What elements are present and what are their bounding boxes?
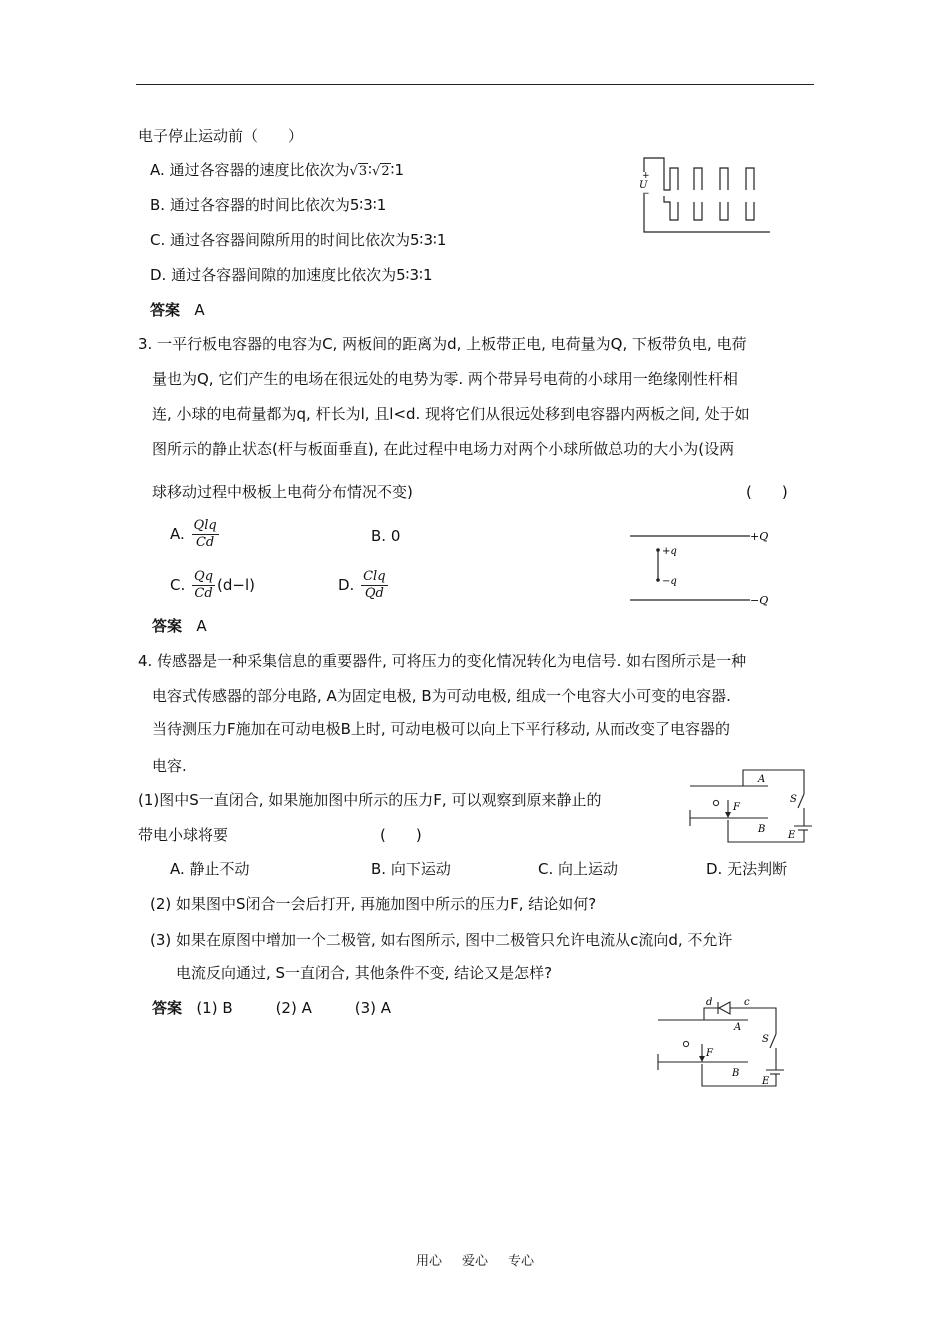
q3-option-b: B. 0 (371, 527, 401, 545)
q4-sub1-paren: ( ) (380, 826, 422, 844)
q3-answer-paren: ( ) (746, 483, 788, 501)
sqrt-3: √3 (349, 164, 368, 179)
electrode-b-label: B (758, 824, 766, 835)
top-plate-label: +Q (750, 530, 769, 543)
q3-figure (628, 526, 778, 608)
q3-line-3: 连, 小球的电荷量都为q, 杆长为l, 且l<d. 现将它们从很远处移到电容器内两板之间, 处于如 (152, 405, 750, 423)
sqrt-2: √2 (372, 164, 390, 179)
battery-label: E (762, 1076, 770, 1087)
q4-line-2: 电容式传感器的部分电路, A为固定电极, B为可动电极, 组成一个电容大小可变的电容器. (152, 687, 731, 705)
fraction: $\frac{Qq}{Cd}$ (194, 569, 214, 601)
q2-figure (636, 154, 776, 236)
q3-option-a: A. $\frac{\text{Qlq}}{Cd}$ (170, 518, 217, 550)
q3-option-c: C. $\frac{Qq}{Cd}$ (d−l) (170, 569, 255, 601)
fraction: $\frac{\text{Qlq}}{Cd}$ (193, 518, 217, 550)
q3-line-4: 图所示的静止状态(杆与板面垂直), 在此过程中电场力对两个小球所做总功的大小为(设两 (152, 440, 735, 458)
force-label: F (706, 1048, 713, 1059)
q4-line-4: 电容. (152, 757, 187, 775)
force-label: F (733, 802, 740, 813)
q4-option-b: B. 向下运动 (371, 860, 451, 878)
q4-sensor-figure (688, 766, 812, 844)
q3-line-5: 球移动过程中极板上电荷分布情况不变) (152, 483, 413, 501)
diode-d-label: d (706, 997, 713, 1008)
bottom-plate-label: −Q (750, 594, 769, 607)
q4-line-3: 当待测压力F施加在可动电极B上时, 可动电极可以向上下平行移动, 从而改变了电容器的 (152, 720, 730, 738)
switch-label: S (762, 1034, 769, 1045)
minus-label: − (642, 189, 650, 199)
q2-option-c: C. 通过各容器间隙所用的时间比依次为5∶3∶1 (150, 231, 447, 249)
q4-option-a: A. 静止不动 (170, 860, 250, 878)
q4-line-1: 4. 传感器是一种采集信息的重要器件, 可将压力的变化情况转化为电信号. 如右图所示是一种 (138, 652, 747, 670)
voltage-label: U (639, 180, 648, 191)
q2-answer: 答案 A (150, 301, 205, 319)
q3-line-1: 3. 一平行板电容器的电容为C, 两板间的距离为d, 上板带正电, 电荷量为Q, 下板带负电, 电荷 (138, 335, 747, 353)
electrode-a-label: A (758, 774, 766, 785)
q4-sub3-line-2: 电流反向通过, S一直闭合, 其他条件不变, 结论又是怎样? (176, 964, 553, 982)
battery-label: E (788, 830, 796, 841)
q4-sub1-line-2: 带电小球将要 (138, 826, 229, 844)
q4-sub1-line-1: (1)图中S一直闭合, 如果施加图中所示的压力F, 可以观察到原来静止的 (138, 791, 602, 809)
header-rule (136, 84, 814, 85)
q4-diode-figure (656, 994, 782, 1090)
fraction: $\frac{\text{Clq}}{Qd}$ (363, 569, 386, 601)
q2-stem: 电子停止运动前（ ） (138, 127, 304, 145)
negative-ball-label: −q (662, 576, 677, 587)
electrode-a-label: A (734, 1022, 742, 1033)
q2-option-d: D. 通过各容器间隙的加速度比依次为5∶3∶1 (150, 266, 433, 284)
plus-label: + (642, 171, 650, 181)
q3-option-d: D. $\frac{\text{Clq}}{Qd}$ (338, 569, 386, 601)
electrode-b-label: B (732, 1068, 740, 1079)
switch-label: S (790, 794, 797, 805)
q4-option-d: D. 无法判断 (706, 860, 788, 878)
diode-c-label: c (744, 997, 750, 1008)
page-footer: 用心 爱心 专心 (415, 1254, 535, 1269)
q4-answer: 答案 (1) B (2) A (3) A (152, 999, 392, 1017)
q4-sub3-line-1: (3) 如果在原图中增加一个二极管, 如右图所示, 图中二极管只允许电流从c流向d, 不允许 (150, 931, 733, 949)
q4-sub2: (2) 如果图中S闭合一会后打开, 再施加图中所示的压力F, 结论如何? (150, 895, 597, 913)
q2-option-b: B. 通过各容器的时间比依次为5∶3∶1 (150, 196, 387, 214)
q3-answer: 答案 A (152, 617, 207, 635)
q4-option-c: C. 向上运动 (538, 860, 619, 878)
q3-line-2: 量也为Q, 它们产生的电场在很远处的电势为零. 两个带异号电荷的小球用一绝缘刚性杆相 (152, 370, 738, 388)
positive-ball-label: +q (662, 546, 677, 557)
q2-option-a: A. 通过各容器的速度比依次为√3∶√2∶1 (150, 161, 405, 179)
